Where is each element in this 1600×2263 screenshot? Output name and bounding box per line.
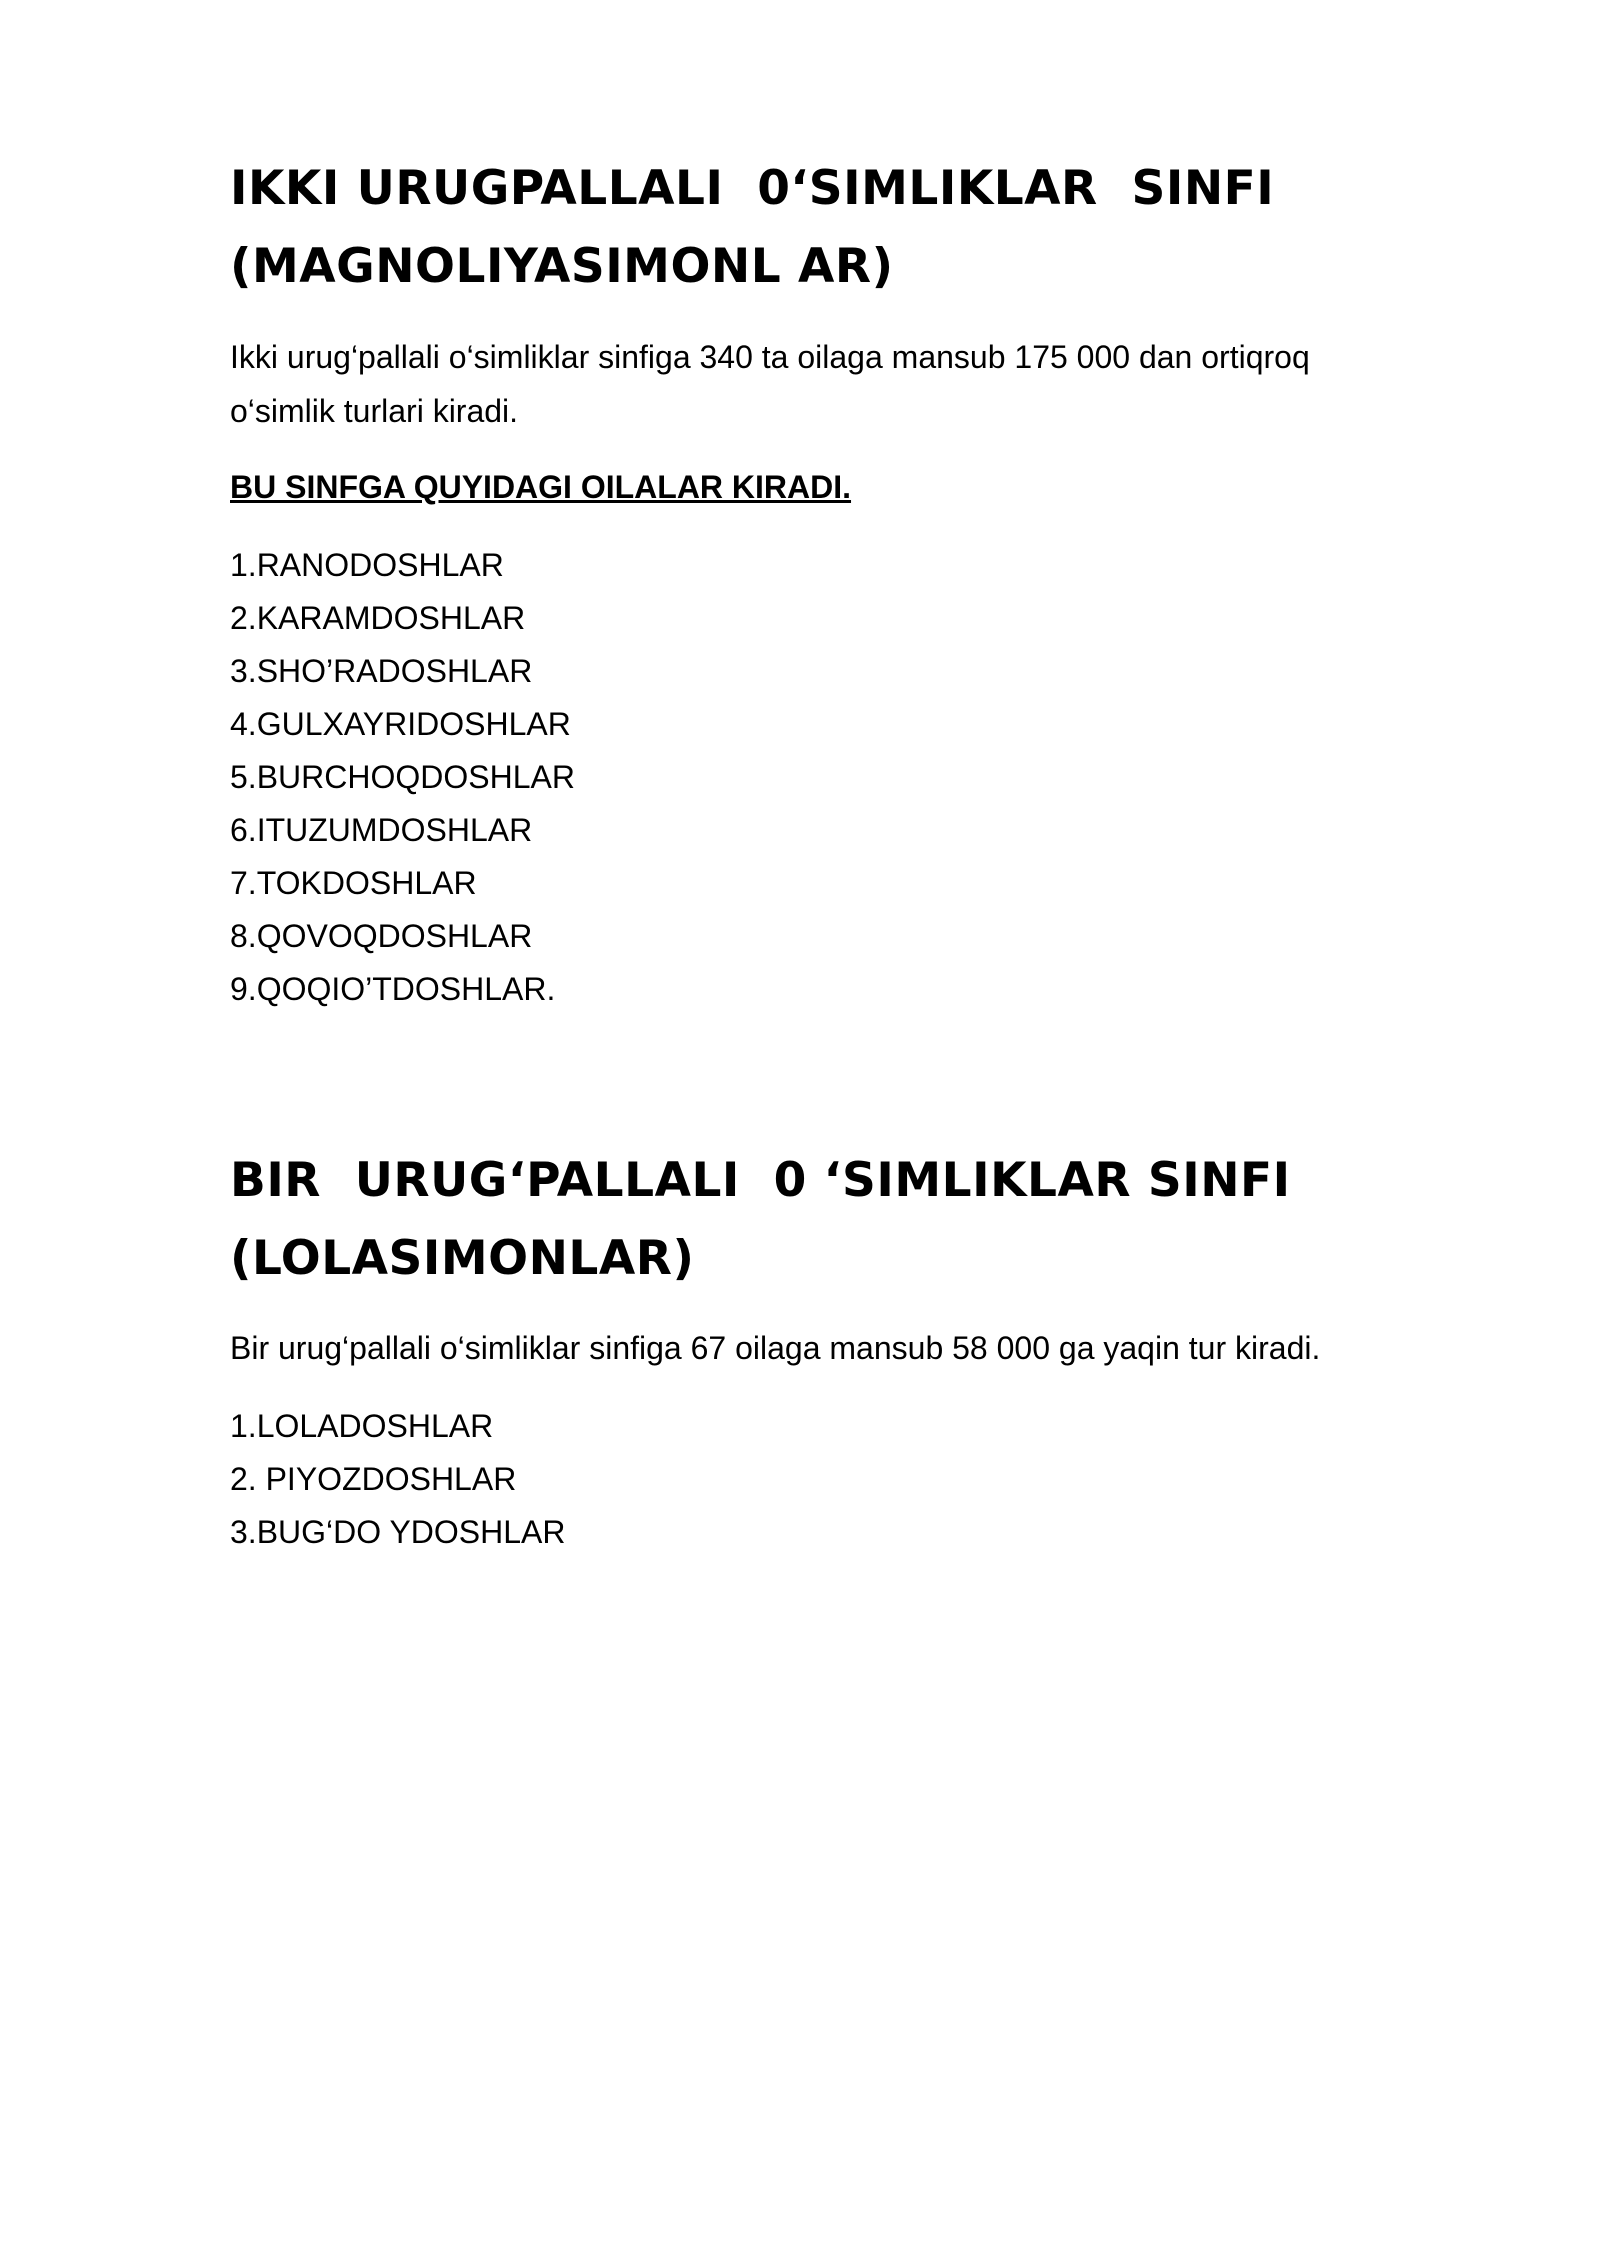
section1-intro-line1: Ikki urug‘pallali o‘simliklar sinfiga 340 ta oilaga mansub 175 000 dan ortiqroq — [230, 339, 1310, 375]
section2-intro-paragraph: Bir urug‘pallali o‘simliklar sinfiga 67 oilaga mansub 58 000 ga yaqin tur kiradi. — [230, 1330, 1321, 1366]
section1-intro-line2: o‘simlik turlari kiradi. — [230, 393, 519, 429]
list-item: 3.BUG‘DO YDOSHLAR — [230, 1514, 566, 1550]
section1-heading-line1: IKKI URUGPALLALI 0‘SIMLIKLAR SINFI — [230, 161, 1275, 216]
section2-family-list — [230, 1400, 1430, 1559]
list-item: 5.BURCHOQDOSHLAR — [230, 759, 575, 795]
list-item: 6.ITUZUMDOSHLAR — [230, 812, 533, 848]
list-item: 1.LOLADOSHLAR — [230, 1408, 494, 1444]
section1-heading-line2: (MAGNOLIYASIMONL AR) — [230, 239, 894, 294]
section1-heading — [230, 150, 1430, 306]
list-item: 3.SHO’RADOSHLAR — [230, 653, 533, 689]
section2-heading-line1: BIR URUG‘PALLALI 0 ‘SIMLIKLAR SINFI — [230, 1153, 1291, 1208]
section-dicotyledons — [230, 150, 1430, 1016]
list-item: 2. PIYOZDOSHLAR — [230, 1461, 517, 1497]
section2-heading-line2: (LOLASIMONLAR) — [230, 1231, 695, 1286]
section1-subheading: BU SINFGA QUYIDAGI OILALAR KIRADI. — [230, 469, 852, 505]
list-item: 4.GULXAYRIDOSHLAR — [230, 706, 571, 742]
section1-family-list — [230, 539, 1430, 1016]
section2-heading — [230, 1142, 1430, 1298]
section1-intro-paragraph — [230, 330, 1430, 438]
list-item: 8.QOVOQDOSHLAR — [230, 918, 533, 954]
section-monocotyledons — [230, 1142, 1430, 1559]
list-item: 1.RANODOSHLAR — [230, 547, 504, 583]
list-item: 2.KARAMDOSHLAR — [230, 600, 526, 636]
list-item: 9.QOQIO’TDOSHLAR. — [230, 971, 556, 1007]
document-page — [230, 150, 1430, 1559]
list-item: 7.TOKDOSHLAR — [230, 865, 477, 901]
